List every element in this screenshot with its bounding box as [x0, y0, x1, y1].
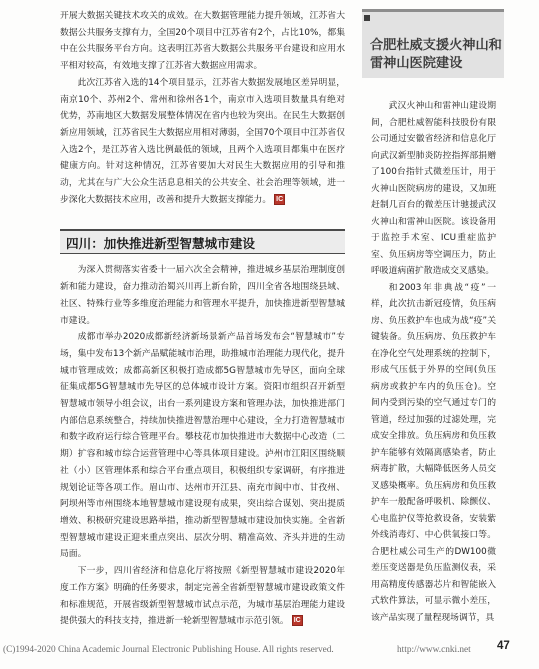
paragraph-sichuan-next-step — [60, 563, 345, 630]
sidebar-paragraph-negative-pressure — [371, 280, 496, 627]
sidebar-body — [371, 98, 496, 626]
article-end-mark-icon: IC — [276, 195, 284, 203]
paragraph-text: 武汉火神山和雷神山建设期间，合肥杜威智能科技股份有限公司通过安徽省经济和信息化厅向武汉新型肺炎防控指挥部捐赠了100台指针式微差压计，用于火神山医院病房的建设，又加班赶制几百台的微差压计驰援武汉火神山和雷神山医院。该设备用于监控手术室、ICU重症监护室、负压病房等空调压力，防止呼吸道病菌扩散造成交叉感染。 — [371, 101, 496, 276]
square-bullet-icon — [364, 15, 370, 21]
paragraph-sichuan-intro — [60, 262, 345, 329]
paragraph-text: 此次江苏省入选的14个项目显示，江苏省大数据发展地区差异明显，南京10个、苏州2个、常州和徐州各1个，南京市入选项目数量具有绝对优势，苏南地区大数据发展整体情况在省内也较为突出。在民生大数据创新应用领域，江苏省民生大数据应用相对薄弱，全国70个项目中江苏省仅入选2个，是江苏省入选比例最低的领域，且两个入选项目都集中在医疗健康方向。针对这种情况，江苏省要加大对民生大数据应用的引导和推动，尤其在与广大公众生活息息相关的公共安全、社会治理等领域，进一步深化大数据技术应用，改善和提升大数据支撑能力。 — [60, 77, 345, 205]
sidebar-box — [362, 9, 504, 639]
section-title: 四川：加快推进新型智慧城市建设 — [66, 235, 255, 251]
paragraph-text: 下一步，四川省经济和信息化厅将按照《新型智慧城市建设2020年度工作方案》明确的任务要求，制定完善全省新型智慧城市建设政策文件和标准规范，开展省级新型智慧城市试点示范，为城市基层治理能力建设提供强大的科技支持，推进新一轮新型智慧城市示范引领。 — [60, 566, 345, 627]
page-number: 47 — [497, 640, 510, 652]
footer-url: http://www.cnki.net — [397, 645, 471, 655]
paragraph-text: 为深入贯彻落实省委十一届六次全会精神，推进城乡基层治理制度创新和能力建设，奋力推动治蜀兴川再上新台阶，四川全省各地围绕县域、社区、特殊行业等多维度治理能力和管理水平提升，加快推进新型智慧城市建设。 — [60, 265, 345, 326]
paragraph-text: 成都市举办2020成都新经济新场景新产品首场发布会“智慧城市”专场，集中发布13个新产品赋能城市治理，助推城市治理能力现代化，提升城市管理成效；成都高新区积极打造成都5G智慧城市先导区，面向全球征集成都5G智慧城市先导区的总体城市设计方案。资阳市组织召开新型智慧城市领导小组会议，出台一系列建设方案和管理办法，加快推进部门内部信息系统整合，持续加快推进智慧治理中心建设，全力打造智慧城市和数字政府运行综合管理平台。攀枝花市加快推进市大数据中心改造（二期）扩容和城市综合运营管理中心等具体项目建设。泸州市江阳区围绕顺社（小）区管理体系和综合平台重点项目，积极组织专家调研，有序推进规划论证等各项工作。眉山市、达州市开江县、南充市阆中市、甘孜州、阿坝州等市州围绕本地智慧城市建设现有成果，突出综合谋划、突出提质增效、积极研究建设思路举措，推动新型智慧城市建设加快实施。全省新型智慧城市建设正迎来重点突出、层次分明、精准高效、齐头并进的生动局面。 — [60, 332, 345, 560]
paragraph-jiangsu-continued — [60, 8, 345, 75]
paragraph-jiangsu-regional — [60, 75, 345, 209]
paragraph-text: 和2003年非典战“疫”一样，此次抗击新冠疫情，负压病房、负压救护车也成为战“疫”关键装备。负压病房、负压救护车在净化空气处理系统的控制下，形成气压低于外界的空间(负压病房或救护车内的负压仓)。空间内受到污染的空气通过专门的管道，经过加强的过滤处理，完成安全排放。负压病房和负压救护车能够有效隔离感染者，防止病毒扩散，大幅降低医务人员交叉感染概率。负压病房和负压救护车一般配备呼吸机、除颤仪、心电监护仪等抢救设备，安装紫外线消毒灯、中心供氧接口等。合肥杜威公司生产的DW100微差压变送器是负压监测仪表，采用高精度传感器芯片和智能嵌入式软件算法，可显示微小差压，该产品实现了量程现场调节，具 — [371, 282, 496, 623]
main-column — [60, 8, 345, 638]
paragraph-text: 开展大数据关键技术攻关的成效。在大数据管理能力提升领域，江苏省大数据公共服务支撑有力，全国20个项目中江苏省有2个，占比10%，都集中在公共服务平台方向。这表明江苏省大数据公共服务平台建设和应用水平相对较高，有效地支撑了江苏省大数据应用需求。 — [60, 11, 345, 72]
paragraph-sichuan-cities — [60, 329, 345, 563]
sidebar-heading-band — [362, 12, 504, 78]
article-end-mark-icon: IC — [293, 617, 301, 625]
section-heading-band — [60, 229, 345, 254]
copyright-notice: (C)1994-2020 China Academic Journal Electronic Publishing House. All rights reserved. — [3, 645, 334, 655]
sidebar-title: 合肥杜威支援火神山和雷神山医院建设 — [370, 38, 502, 71]
sidebar-paragraph-donation — [371, 98, 496, 280]
